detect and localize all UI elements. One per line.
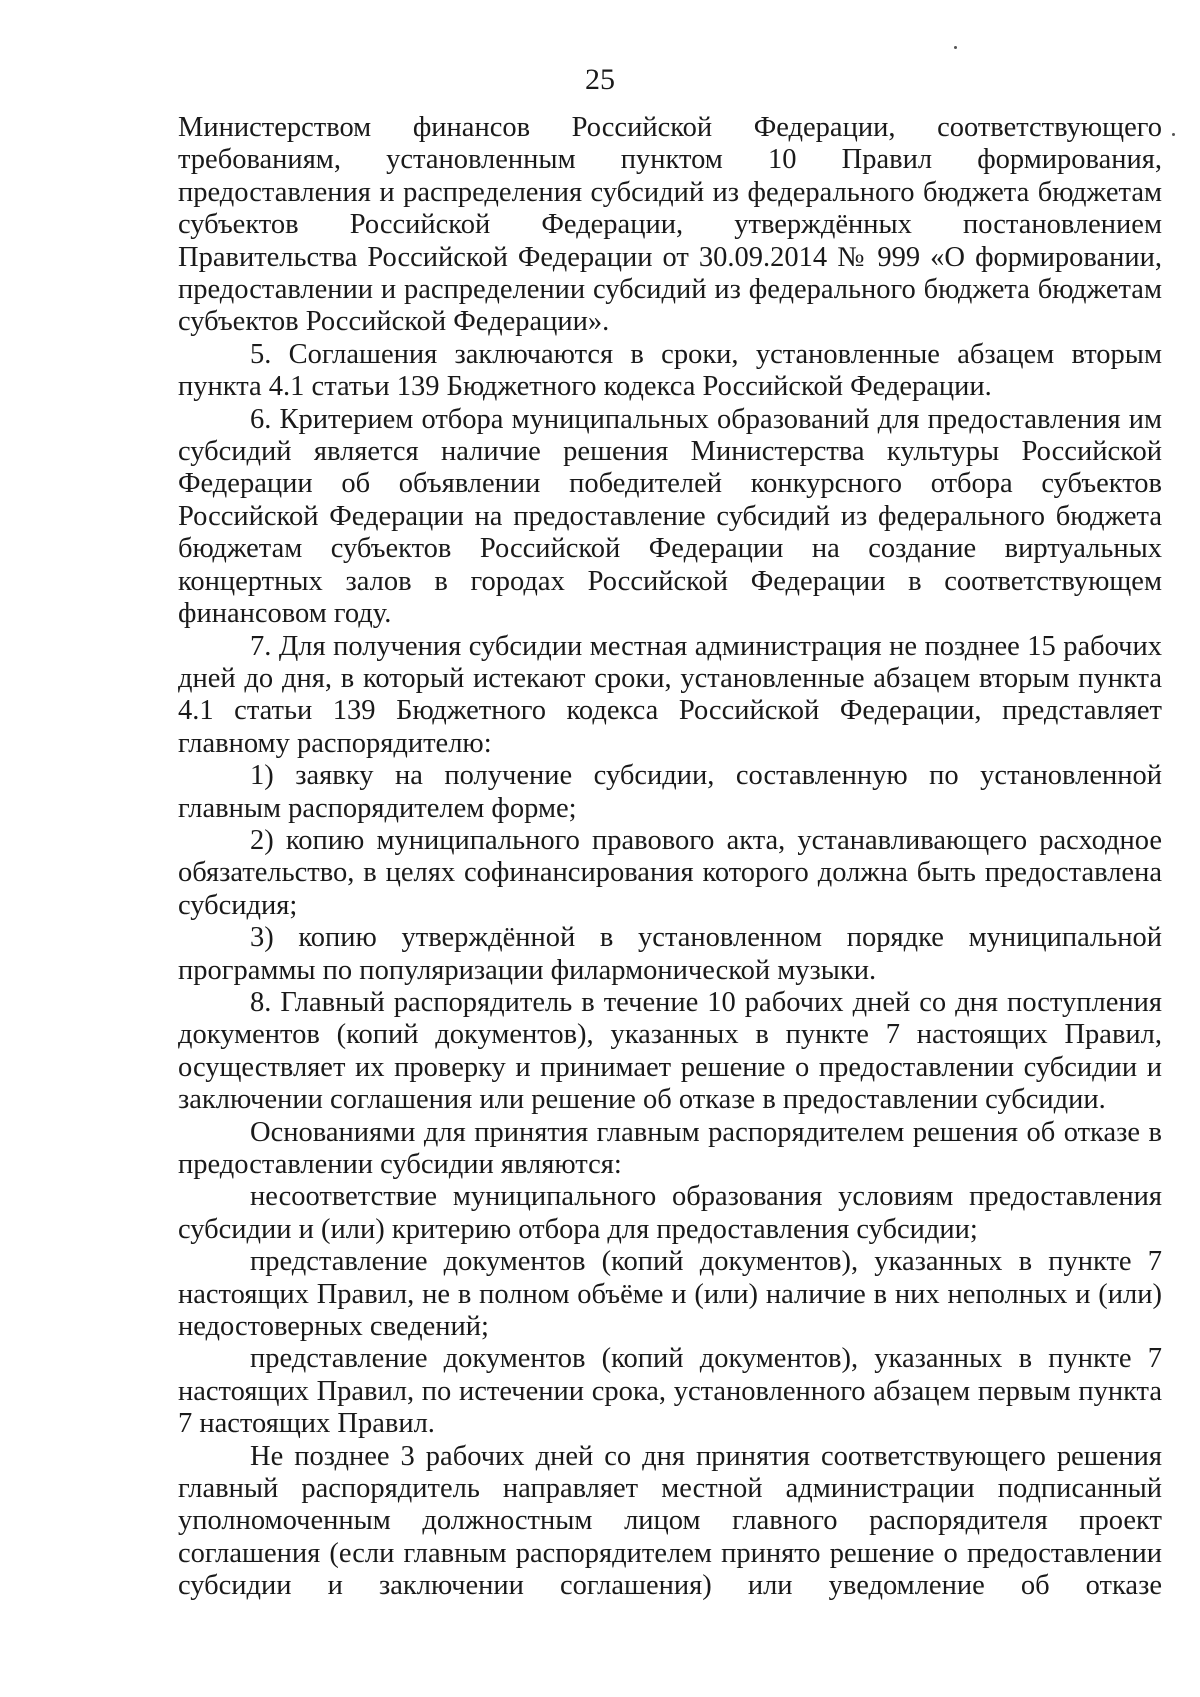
- page-number: 25: [585, 63, 615, 96]
- paragraph-refusal-grounds: Основаниями для принятия главным распорядителем решения об отказе в предоставлении субсидии являются:: [178, 1116, 1162, 1180]
- scan-speck: [1172, 133, 1175, 136]
- paragraph-subitem-2: 2) копию муниципального правового акта, устанавливающего расходное обязательство, в целях софинансирования которого должна быть предоставлена субсидия;: [178, 824, 1162, 921]
- paragraph-ground-2: представление документов (копий документов), указанных в пункте 7 настоящих Правил, не в полном объёме и (или) наличие в них неполных и (или) недостоверных сведений;: [178, 1246, 1162, 1343]
- paragraph-ground-3: представление документов (копий документов), указанных в пункте 7 настоящих Правил, по истечении срока, установленного абзацем первым пункта 7 настоящих Правил.: [178, 1343, 1162, 1440]
- paragraph-ground-1: несоответствие муниципального образования условиям предоставления субсидии и (или) критерию отбора для предоставления субсидии;: [178, 1181, 1162, 1245]
- paragraph-continuation: Министерством финансов Российской Федерации, соответствующего требованиям, установленным пунктом 10 Правил формирования, предоставления и распределения субсидий из федерального бюджета бюджетам субъектов Российской Федерации, утверждённых постановлением Правительства Российской Федерации от 30.09.2014 № 999 «О формировании, предоставлении и распределении субсидий из федерального бюджета бюджетам субъектов Российской Федерации».: [178, 112, 1162, 338]
- paragraph-item-7: 7. Для получения субсидии местная администрация не позднее 15 рабочих дней до дня, в который истекают сроки, установленные абзацем вторым пункта 4.1 статьи 139 Бюджетного кодекса Российской Федерации, представляет главному распорядителю:: [178, 630, 1162, 759]
- paragraph-subitem-3: 3) копию утверждённой в установленном порядке муниципальной программы по популяризации филармонической музыки.: [178, 922, 1162, 986]
- document-body: [178, 112, 1162, 1603]
- scan-speck: [954, 46, 957, 49]
- paragraph-notification: Не позднее 3 рабочих дней со дня принятия соответствующего решения главный распорядитель направляет местной администрации подписанный уполномоченным должностным лицом главного распорядителя проект соглашения (если главным распорядителем принято решение о предоставлении субсидии и заключении соглашения) или уведомление об отказе: [178, 1440, 1162, 1602]
- paragraph-item-5: 5. Соглашения заключаются в сроки, установленные абзацем вторым пункта 4.1 статьи 139 Бюджетного кодекса Российской Федерации.: [178, 338, 1162, 403]
- paragraph-item-8: 8. Главный распорядитель в течение 10 рабочих дней со дня поступления документов (копий документов), указанных в пункте 7 настоящих Правил, осуществляет их проверку и принимает решение о предоставлении субсидии и заключении соглашения или решение об отказе в предоставлении субсидии.: [178, 986, 1162, 1116]
- paragraph-item-6: 6. Критерием отбора муниципальных образований для предоставления им субсидий является наличие решения Министерства культуры Российской Федерации об объявлении победителей конкурсного отбора субъектов Российской Федерации на предоставление субсидий из федерального бюджета бюджетам субъектов Российской Федерации на создание виртуальных концертных залов в городах Российской Федерации в соответствующем финансовом году.: [178, 403, 1162, 630]
- paragraph-subitem-1: 1) заявку на получение субсидии, составленную по установленной главным распорядителем форме;: [178, 760, 1162, 824]
